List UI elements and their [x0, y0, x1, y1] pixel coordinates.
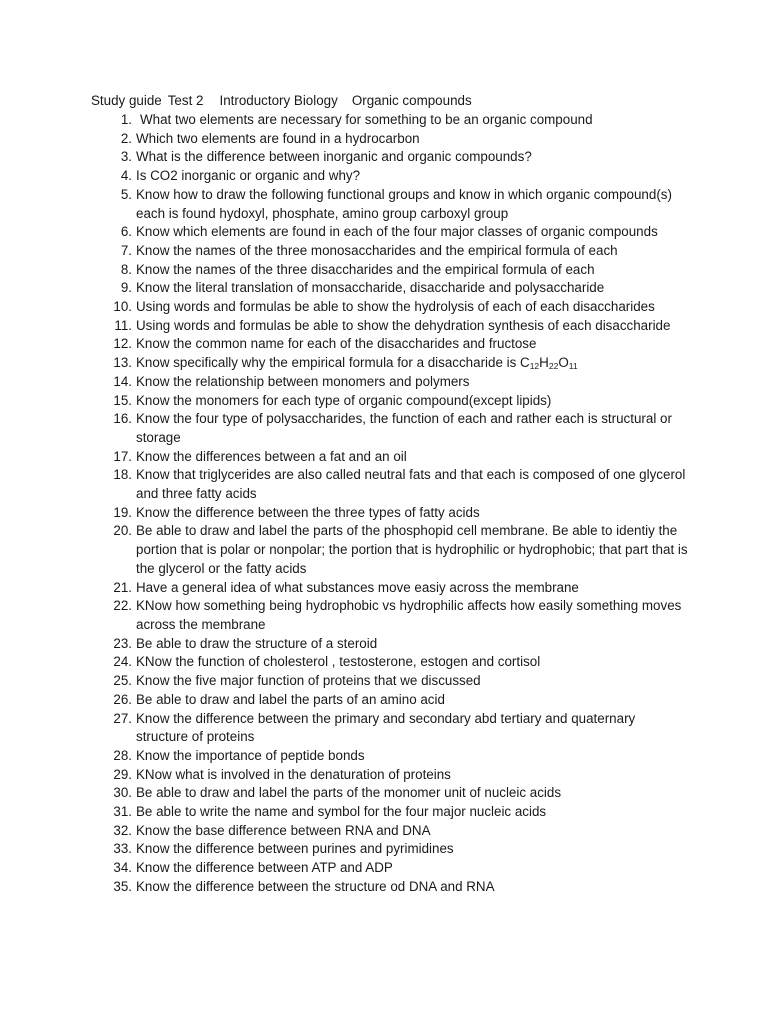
question-item: [0, 672, 768, 691]
formula-element: H: [539, 355, 549, 371]
question-text-main: Know which elements are found in each of the four major classes of organic compounds: [136, 224, 658, 240]
question-text: [136, 747, 688, 766]
question-text-main: KNow how something being hydrophobic vs hydrophilic affects how easily something moves across the membrane: [136, 598, 682, 632]
question-item: [0, 597, 768, 634]
question-text: [136, 242, 688, 261]
question-text-main: KNow what is involved in the denaturation of proteins: [136, 766, 451, 782]
question-item: [0, 803, 768, 822]
question-number: 29.: [113, 766, 132, 782]
question-text-main: Be able to draw and label the parts of the monomer unit of nucleic acids: [136, 785, 562, 801]
question-text: [136, 803, 688, 822]
formula-subscript: 22: [548, 361, 559, 372]
question-item: [0, 223, 768, 242]
question-number: 15.: [113, 392, 132, 408]
question-text-main: Know specifically why the empirical formula for a disaccharide is: [136, 355, 521, 371]
question-number: 18.: [113, 467, 132, 483]
formula-element: O: [558, 355, 569, 371]
question-text: [136, 111, 688, 130]
question-number: 2.: [120, 130, 132, 146]
question-text-main: Know the differences between a fat and an oil: [136, 448, 407, 464]
question-item: [0, 504, 768, 523]
question-text-main: Know the difference between the three types of fatty acids: [136, 504, 480, 520]
document-header: [91, 92, 472, 110]
question-text: [136, 822, 688, 841]
question-number: 6.: [120, 224, 132, 240]
question-text-main: What two elements are necessary for something to be an organic compound: [140, 112, 593, 127]
question-text: [136, 878, 688, 897]
question-text: [136, 167, 688, 186]
header-label: Study guide: [91, 93, 162, 108]
question-text-main: Know the common name for each of the disaccharides and fructose: [136, 336, 537, 352]
question-number: 19.: [113, 504, 132, 520]
question-text: [136, 635, 688, 654]
question-item: [0, 878, 768, 897]
question-text: [136, 504, 688, 523]
question-number: 27.: [113, 710, 132, 726]
question-number: 4.: [120, 168, 132, 184]
question-item: [0, 766, 768, 785]
question-text: [136, 840, 688, 859]
question-number: 10.: [113, 299, 132, 315]
question-number: 5.: [120, 186, 132, 202]
question-text-main: Is CO2 inorganic or organic and why?: [136, 168, 361, 184]
question-item: [0, 466, 768, 503]
question-text: [136, 784, 688, 803]
question-number: 17.: [113, 448, 132, 464]
question-item: [0, 373, 768, 392]
question-number: 23.: [113, 635, 132, 651]
question-number: 33.: [113, 841, 132, 857]
question-text-main: Know the five major function of proteins that we discussed: [136, 673, 481, 689]
question-text: [136, 448, 688, 467]
question-item: [0, 298, 768, 317]
question-text: [136, 522, 688, 578]
question-text-main: What is the difference between inorganic and organic compounds?: [136, 149, 532, 165]
header-test: Test 2: [167, 93, 204, 108]
question-text-main: Know the monomers for each type of organic compound(except lipids): [136, 392, 552, 408]
question-text-main: Which two elements are found in a hydrocarbon: [136, 130, 420, 146]
question-number: 28.: [113, 747, 132, 763]
question-number: 34.: [113, 860, 132, 876]
question-text-main: Know the four type of polysaccharides, the function of each and rather each is structural or storage: [136, 411, 672, 445]
question-number: 14.: [113, 373, 132, 389]
question-item: [0, 653, 768, 672]
question-text-main: Be able to write the name and symbol for the four major nucleic acids: [136, 804, 547, 820]
question-text-main: Know the names of the three monosaccharides and the empirical formula of each: [136, 242, 618, 258]
question-number: 32.: [113, 822, 132, 838]
question-text-main: Know the relationship between monomers and polymers: [136, 373, 470, 389]
question-text: [136, 710, 688, 747]
question-text: [136, 317, 688, 336]
question-item: [0, 354, 768, 373]
question-number: 35.: [113, 878, 132, 894]
question-item: [0, 859, 768, 878]
empirical-formula: [520, 355, 578, 370]
question-item: [0, 822, 768, 841]
question-text: [136, 672, 688, 691]
question-text-main: Know the importance of peptide bonds: [136, 747, 365, 763]
question-text: [136, 579, 688, 598]
question-text: [136, 466, 688, 503]
question-text-main: Know the base difference between RNA and DNA: [136, 822, 431, 838]
question-text-main: Know the difference between ATP and ADP: [136, 860, 393, 876]
question-text: [136, 392, 688, 411]
question-number: 24.: [113, 654, 132, 670]
question-text-main: Using words and formulas be able to show the dehydration synthesis of each disaccharide: [136, 317, 671, 333]
question-number: 20.: [113, 523, 132, 539]
question-number: 9.: [120, 280, 132, 296]
question-item: [0, 111, 768, 130]
question-item: [0, 167, 768, 186]
question-text-main: Know that triglycerides are also called neutral fats and that each is composed of one glycerol and three fatty acids: [136, 467, 686, 502]
question-number: 11.: [114, 317, 132, 333]
question-item: [0, 335, 768, 354]
question-number: 1.: [120, 112, 132, 127]
question-text-main: KNow the function of cholesterol , testosterone, estogen and cortisol: [136, 654, 541, 670]
question-text-main: Have a general idea of what substances move easiy across the membrane: [136, 579, 579, 595]
question-text: [136, 223, 688, 242]
question-number: 21.: [113, 579, 132, 595]
question-text-main: Be able to draw the structure of a steroid: [136, 635, 378, 651]
question-text-main: Know the difference between purines and pyrimidines: [136, 841, 454, 857]
question-text: [136, 597, 688, 634]
question-number: 16.: [113, 411, 132, 427]
question-item: [0, 130, 768, 149]
question-text: [136, 130, 688, 149]
question-item: [0, 635, 768, 654]
question-text: [136, 859, 688, 878]
formula-element: C: [520, 355, 530, 371]
formula-subscript: 11: [568, 361, 578, 372]
question-text-main: Be able to draw and label the parts of the phosphopid cell membrane. Be able to identiy the portion that is polar or nonpolar; the portion that is hydrophilic or hydrophobic; that part that is the glycerol or the fatty acids: [136, 523, 688, 576]
question-text: [136, 148, 688, 167]
question-number: 30.: [113, 785, 132, 801]
question-text: [136, 653, 688, 672]
question-text: [136, 373, 688, 392]
question-text: [136, 261, 688, 280]
formula-subscript: 12: [529, 361, 540, 372]
question-text: [136, 354, 688, 373]
question-text-main: Know how to draw the following functional groups and know in which organic compound(s) each is found hydoxyl, phosphate, amino group carboxyl group: [136, 186, 672, 221]
question-item: [0, 410, 768, 447]
question-item: [0, 747, 768, 766]
question-item: [0, 317, 768, 336]
question-item: [0, 691, 768, 710]
question-text: [136, 766, 688, 785]
question-item: [0, 261, 768, 280]
question-item: [0, 522, 768, 578]
question-text: [136, 186, 688, 223]
question-text-main: Using words and formulas be able to show the hydrolysis of each of each disaccharides: [136, 299, 655, 315]
question-text: [136, 279, 688, 298]
question-number: 13.: [113, 355, 132, 371]
question-item: [0, 784, 768, 803]
question-item: [0, 710, 768, 747]
question-text-main: Know the names of the three disaccharides and the empirical formula of each: [136, 261, 595, 277]
question-number: 25.: [113, 673, 132, 689]
question-text-main: Know the difference between the primary and secondary abd tertiary and quaternary structure of proteins: [136, 710, 636, 745]
question-text: [136, 298, 688, 317]
question-item: [0, 392, 768, 411]
question-text-main: Know the literal translation of monsaccharide, disaccharide and polysaccharide: [136, 280, 605, 296]
question-number: 7.: [120, 242, 132, 258]
header-course: Introductory Biology: [219, 93, 338, 108]
question-text-main: Be able to draw and label the parts of an amino acid: [136, 691, 445, 707]
question-text-main: Know the difference between the structure od DNA and RNA: [136, 878, 495, 894]
question-number: 12.: [113, 336, 132, 352]
question-text: [136, 691, 688, 710]
question-item: [0, 840, 768, 859]
question-list: [0, 111, 768, 897]
question-item: [0, 579, 768, 598]
question-item: [0, 279, 768, 298]
question-text: [136, 335, 688, 354]
question-number: 22.: [113, 598, 132, 614]
question-item: [0, 186, 768, 223]
question-number: 8.: [120, 261, 132, 277]
question-item: [0, 448, 768, 467]
question-text: [136, 410, 688, 447]
question-number: 26.: [113, 691, 132, 707]
question-number: 3.: [120, 149, 132, 165]
question-item: [0, 148, 768, 167]
header-topic: Organic compounds: [351, 93, 472, 108]
question-item: [0, 242, 768, 261]
question-number: 31.: [113, 804, 132, 820]
